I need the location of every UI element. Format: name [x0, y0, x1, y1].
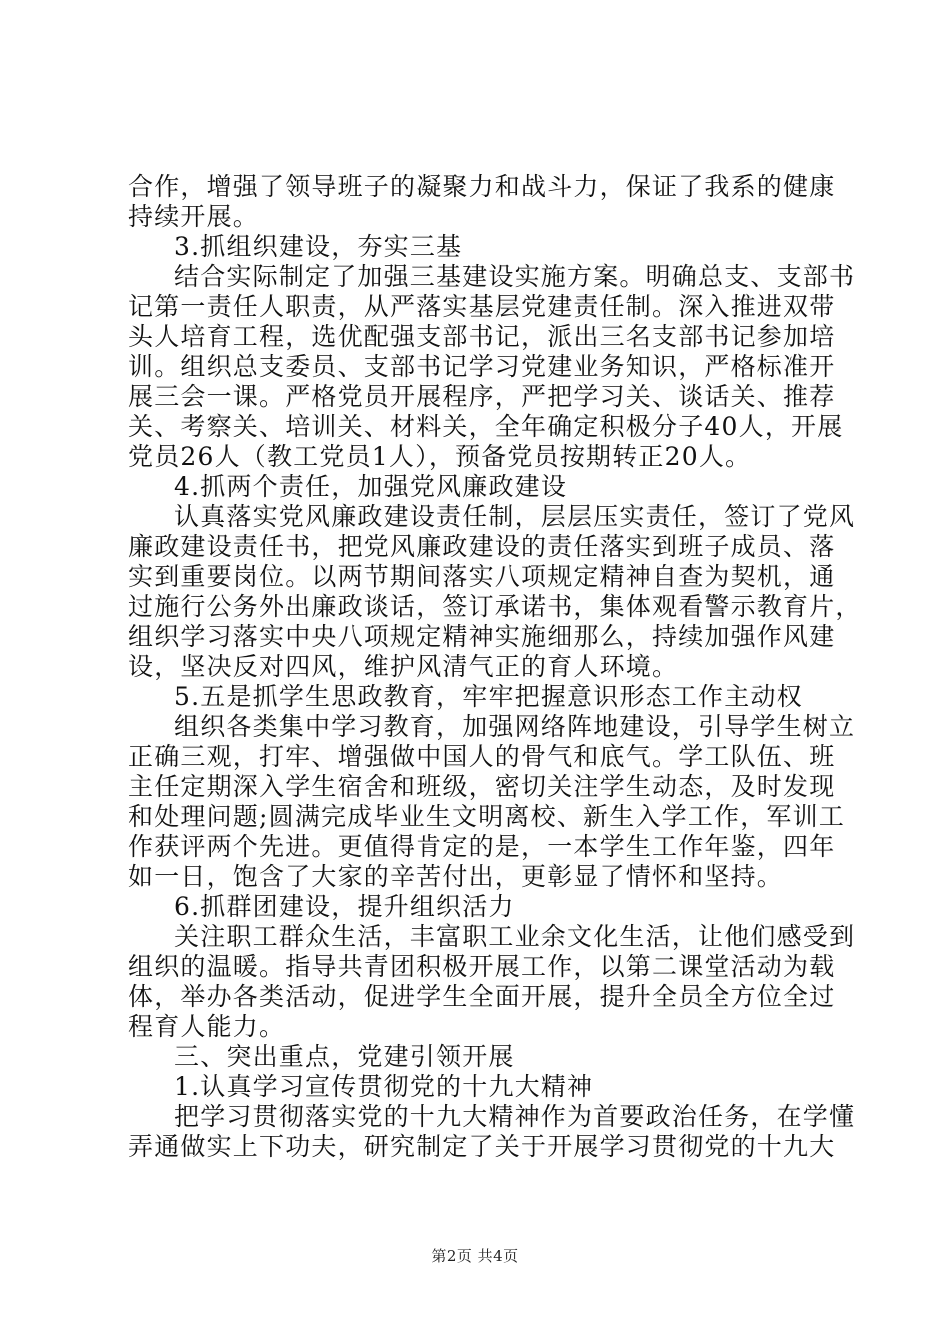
text-line: 廉政建设责任书，把党风廉政建设的责任落实到班子成员、落 [128, 532, 836, 561]
text-line: 展三会一课。严格党员开展程序，严把学习关、谈话关、推荐 [128, 382, 836, 411]
text-line: 主任定期深入学生宿舍和班级，密切关注学生动态，及时发现 [128, 772, 836, 801]
text-line: 设，坚决反对四风，维护风清气正的育人环境。 [128, 652, 679, 681]
text-line: 程育人能力。 [128, 1012, 286, 1041]
chapter-heading: 三、突出重点，党建引领开展 [174, 1042, 515, 1071]
text-line: 合作，增强了领导班子的凝聚力和战斗力，保证了我系的健康 [128, 172, 836, 201]
text-line: 如一日，饱含了大家的辛苦付出，更彰显了情怀和坚持。 [128, 862, 784, 891]
section-heading: 4.抓两个责任，加强党风廉政建设 [174, 472, 568, 501]
paragraph-first-line: 把学习贯彻落实党的十九大精神作为首要政治任务，在学懂 [174, 1102, 856, 1131]
paragraph-first-line: 关注职工群众生活，丰富职工业余文化生活，让他们感受到 [174, 922, 856, 951]
text-line: 头人培育工程，选优配强支部书记，派出三名支部书记参加培 [128, 322, 836, 351]
text-line: 弄通做实上下功夫，研究制定了关于开展学习贯彻党的十九大 [128, 1132, 836, 1161]
section-heading: 1.认真学习宣传贯彻党的十九大精神 [174, 1072, 594, 1101]
text-line: 持续开展。 [128, 202, 260, 231]
text-line: 过施行公务外出廉政谈话，签订承诺书，集体观看警示教育片， [128, 592, 862, 621]
section-heading: 3.抓组织建设，夯实三基 [174, 232, 463, 261]
text-line: 关、考察关、培训关、材料关，全年确定积极分子40人，开展 [128, 412, 844, 441]
text-line: 党员26人（教工党员1人），预备党员按期转正20人。 [128, 442, 752, 471]
text-line: 记第一责任人职责，从严落实基层党建责任制。深入推进双带 [128, 292, 836, 321]
text-line: 和处理问题;圆满完成毕业生文明离校、新生入学工作，军训工 [128, 802, 846, 831]
text-line: 实到重要岗位。以两节期间落实八项规定精神自查为契机，通 [128, 562, 836, 591]
text-line: 组织的温暖。指导共青团积极开展工作，以第二课堂活动为载 [128, 952, 836, 981]
text-line: 训。组织总支委员、支部书记学习党建业务知识，严格标准开 [128, 352, 836, 381]
paragraph-first-line: 组织各类集中学习教育，加强网络阵地建设，引导学生树立 [174, 712, 856, 741]
text-line: 组织学习落实中央八项规定精神实施细那么，持续加强作风建 [128, 622, 836, 651]
page-number-footer: 第2页 共4页 [431, 1247, 519, 1265]
text-line: 体，举办各类活动，促进学生全面开展，提升全员全方位全过 [128, 982, 836, 1011]
document-body [128, 172, 862, 1162]
section-heading: 5.五是抓学生思政教育，牢牢把握意识形态工作主动权 [174, 682, 803, 711]
section-heading: 6.抓群团建设，提升组织活力 [174, 892, 515, 921]
paragraph-first-line: 结合实际制定了加强三基建设实施方案。明确总支、支部书 [174, 262, 856, 291]
paragraph-first-line: 认真落实党风廉政建设责任制，层层压实责任，签订了党风 [174, 502, 856, 531]
text-line: 正确三观，打牢、增强做中国人的骨气和底气。学工队伍、班 [128, 742, 836, 771]
text-line: 作获评两个先进。更值得肯定的是，一本学生工作年鉴，四年 [128, 832, 836, 861]
